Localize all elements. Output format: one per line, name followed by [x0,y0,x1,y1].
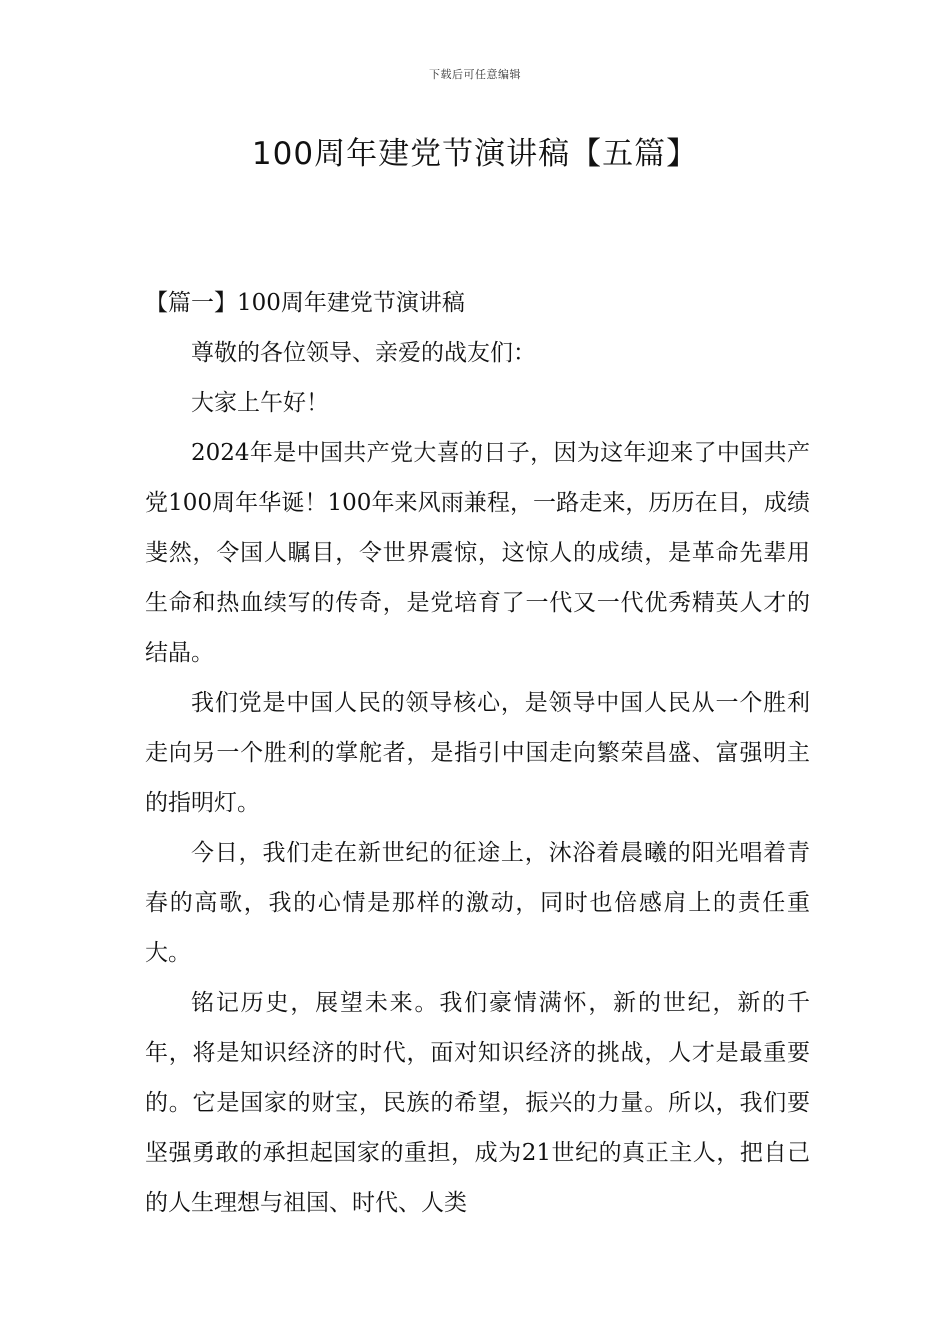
section-heading: 【篇一】100周年建党节演讲稿 [145,290,465,316]
body-paragraph-3: 今日，我们走在新世纪的征途上，沐浴着晨曦的阳光唱着青春的高歌，我的心情是那样的激动，同时也倍感肩上的责任重大。 [145,840,810,966]
greeting-paragraph: 大家上午好！ [191,390,329,416]
document-body [145,278,810,1228]
body-paragraph-2: 我们党是中国人民的领导核心，是领导中国人民从一个胜利走向另一个胜利的掌舵者，是指引中国走向繁荣昌盛、富强明主的指明灯。 [145,690,810,816]
body-paragraph-1: 2024年是中国共产党大喜的日子，因为这年迎来了中国共产党100周年华诞！100年来风雨兼程，一路走来，历历在目，成绩斐然，令国人瞩目，令世界震惊，这惊人的成绩，是革命先辈用生命和热血续写的传奇，是党培育了一代又一代优秀精英人才的结晶。 [145,440,810,666]
body-paragraph-4: 铭记历史，展望未来。我们豪情满怀，新的世纪，新的千年，将是知识经济的时代，面对知识经济的挑战，人才是最重要的。它是国家的财宝，民族的希望，振兴的力量。所以，我们要坚强勇敢的承担起国家的重担，成为21世纪的真正主人，把自己的人生理想与祖国、时代、人类 [145,990,810,1216]
document-title: 100周年建党节演讲稿【五篇】 [251,136,699,172]
salutation-paragraph: 尊敬的各位领导、亲爱的战友们： [191,340,536,366]
header-note: 下载后可任意编辑 [429,68,521,81]
